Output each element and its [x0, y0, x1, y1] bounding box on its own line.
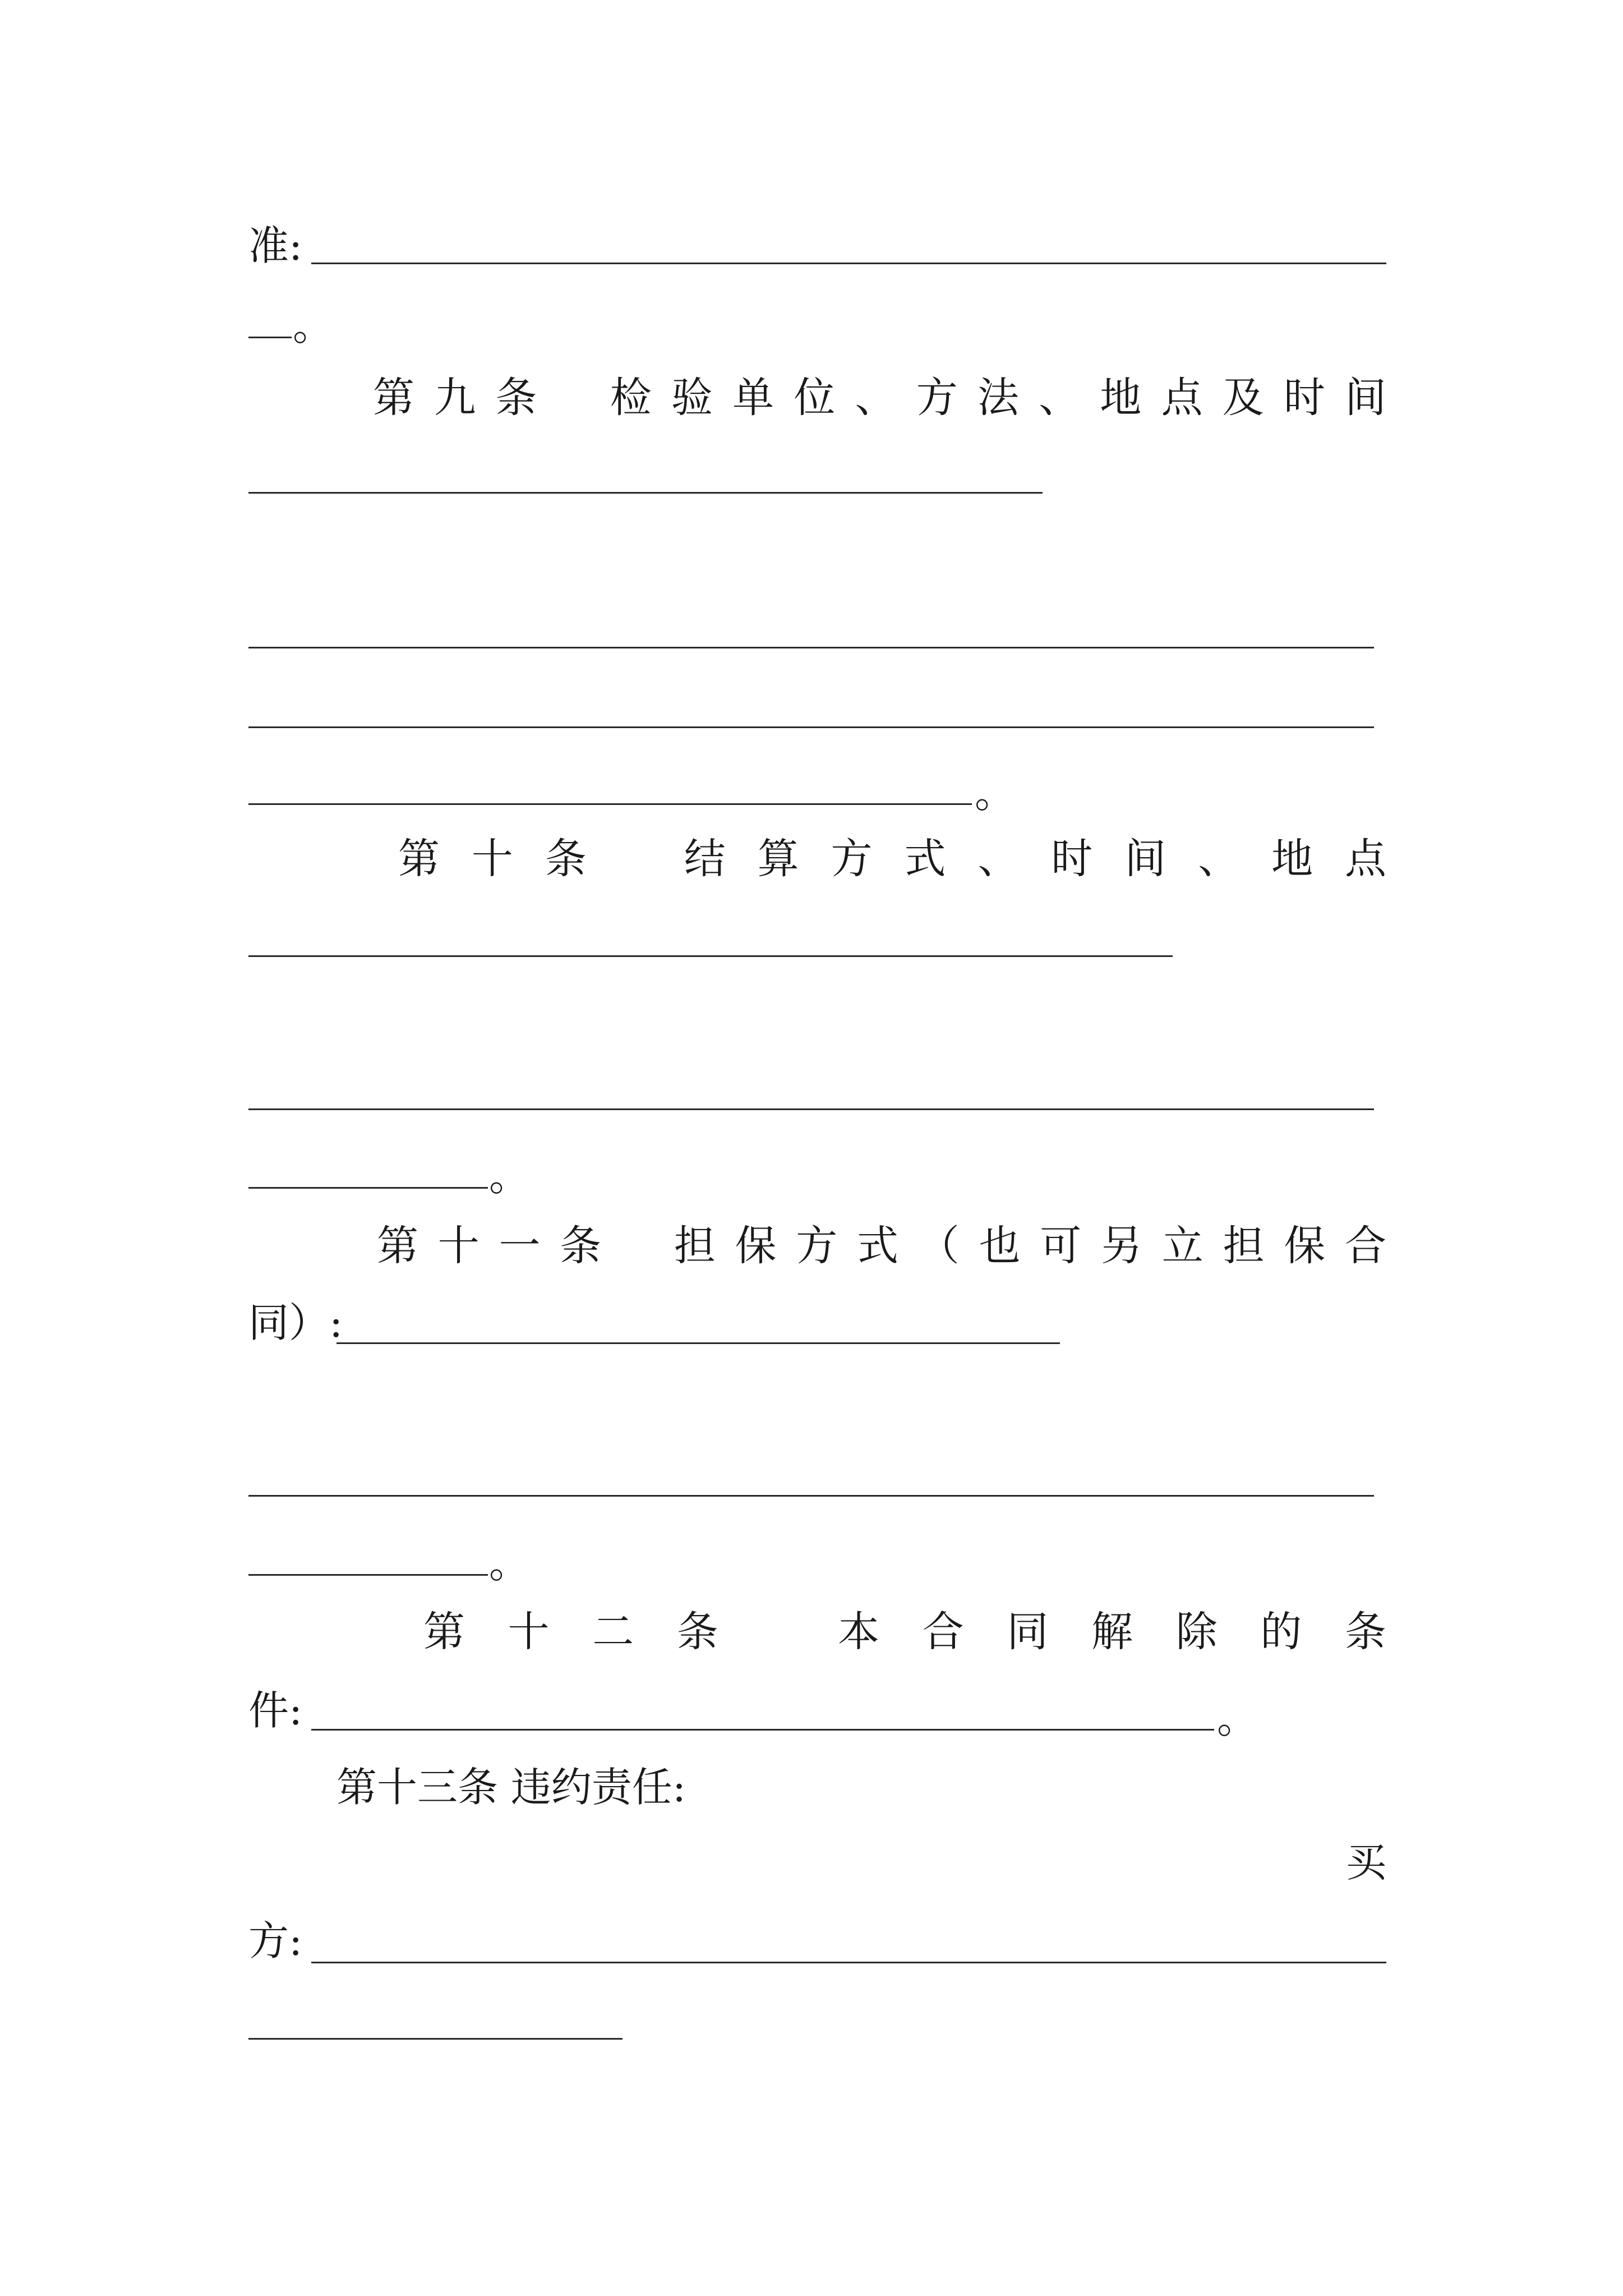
art12-heading-char: 十 — [508, 1608, 550, 1656]
article-9-heading — [373, 374, 1386, 422]
article-9-blank-line-3[interactable] — [248, 726, 1374, 728]
buyer-blank-line-2[interactable] — [248, 2038, 623, 2040]
art9-heading-char: 方 — [916, 374, 958, 422]
art10-heading-char: 第 — [398, 835, 440, 883]
art9-heading-char: 、 — [855, 374, 897, 422]
art12-heading-gap — [762, 1611, 795, 1653]
article-11-heading — [377, 1222, 1386, 1270]
standard-period: 。 — [293, 302, 334, 349]
buyer-blank-line-1[interactable] — [311, 1962, 1386, 1963]
art9-heading-char: 间 — [1345, 374, 1386, 422]
art11-heading-char: 方 — [796, 1222, 838, 1270]
art10-heading-char: 地 — [1271, 835, 1313, 883]
art9-heading-char: 及 — [1222, 374, 1264, 422]
art9-heading-char: 、 — [1039, 374, 1081, 422]
art12-heading-char: 条 — [1344, 1608, 1386, 1656]
art10-heading-char: 式 — [904, 835, 946, 883]
art9-heading-char: 条 — [495, 374, 537, 422]
art10-heading-char: 十 — [471, 835, 513, 883]
art12-heading-char: 条 — [676, 1608, 718, 1656]
art11-heading-char: 担 — [1223, 1222, 1265, 1270]
art11-heading-char: 也 — [979, 1222, 1021, 1270]
art9-heading-char: 法 — [977, 374, 1019, 422]
art12-heading-char: 解 — [1091, 1608, 1133, 1656]
art10-heading-char: 时 — [1051, 835, 1093, 883]
article-9-blank-line-4[interactable] — [248, 803, 972, 805]
art11-heading-char: 式 — [857, 1222, 898, 1270]
art10-heading-char: 、 — [978, 835, 1020, 883]
art11-heading-char: （ — [917, 1222, 960, 1270]
art11-heading-char: 第 — [377, 1222, 418, 1270]
art11-heading-char: 可 — [1040, 1222, 1082, 1270]
article-12-period: 。 — [1217, 1695, 1258, 1742]
art9-heading-char: 点 — [1161, 374, 1203, 422]
article-12-heading — [423, 1608, 1386, 1656]
art11-heading-char: 十 — [437, 1222, 479, 1270]
article-12-blank-line[interactable] — [311, 1729, 1214, 1731]
standard-label: 准: — [248, 222, 303, 269]
article-10-blank-line-3[interactable] — [248, 1187, 488, 1189]
article-11-label: 同）: — [248, 1299, 343, 1346]
art11-heading-char: 立 — [1161, 1222, 1204, 1270]
art11-heading-char: 合 — [1345, 1222, 1386, 1270]
art10-heading-char: 算 — [757, 835, 799, 883]
art9-heading-char: 单 — [732, 374, 774, 422]
article-11-blank-line-3[interactable] — [248, 1574, 488, 1576]
article-12-label: 件: — [248, 1687, 303, 1734]
art12-heading-char: 本 — [838, 1608, 880, 1656]
art12-heading-char: 第 — [423, 1608, 465, 1656]
article-13-heading: 第十三条 违约责任: — [336, 1764, 686, 1811]
art10-heading-char: 条 — [545, 835, 587, 883]
article-11-blank-line-1[interactable] — [336, 1342, 1060, 1344]
buyer-char: 买 — [1346, 1839, 1387, 1886]
art11-heading-char: 另 — [1101, 1222, 1142, 1270]
art9-heading-char: 地 — [1100, 374, 1142, 422]
art11-heading-char: 一 — [499, 1222, 541, 1270]
art11-heading-char: 保 — [1284, 1222, 1326, 1270]
art11-heading-char: 担 — [674, 1222, 716, 1270]
art12-heading-char: 的 — [1260, 1608, 1302, 1656]
article-9-blank-line-1[interactable] — [248, 492, 1043, 494]
article-11-period: 。 — [489, 1540, 530, 1587]
art10-heading-char: 点 — [1344, 835, 1386, 883]
article-11-blank-line-2[interactable] — [248, 1495, 1374, 1497]
article-10-blank-line-1[interactable] — [248, 955, 1173, 957]
article-10-heading — [398, 835, 1386, 883]
buyer-label: 方: — [248, 1917, 303, 1964]
art10-heading-char: 间 — [1124, 835, 1166, 883]
article-9-blank-line-2[interactable] — [248, 647, 1374, 648]
art11-heading-char: 条 — [560, 1222, 602, 1270]
art12-heading-char: 二 — [592, 1608, 634, 1656]
art9-heading-char: 时 — [1283, 374, 1325, 422]
art9-heading-char: 九 — [434, 374, 476, 422]
art10-heading-gap — [619, 838, 652, 880]
art9-heading-char: 位 — [794, 374, 836, 422]
art10-heading-char: 、 — [1198, 835, 1240, 883]
art11-heading-gap — [621, 1225, 654, 1267]
art9-heading-char: 第 — [373, 374, 414, 422]
art11-heading-char: 保 — [735, 1222, 777, 1270]
art9-heading-char: 检 — [610, 374, 652, 422]
article-10-blank-line-2[interactable] — [248, 1108, 1374, 1110]
art9-heading-gap — [557, 377, 591, 418]
art12-heading-char: 除 — [1175, 1608, 1218, 1656]
art10-heading-char: 结 — [684, 835, 726, 883]
art12-heading-char: 同 — [1007, 1608, 1049, 1656]
article-10-period: 。 — [489, 1153, 530, 1200]
art10-heading-char: 方 — [831, 835, 873, 883]
art12-heading-char: 合 — [922, 1608, 964, 1656]
article-9-period: 。 — [975, 770, 1016, 817]
standard-blank-line-2[interactable] — [248, 337, 292, 338]
art9-heading-char: 验 — [671, 374, 713, 422]
standard-blank-line[interactable] — [311, 263, 1386, 264]
